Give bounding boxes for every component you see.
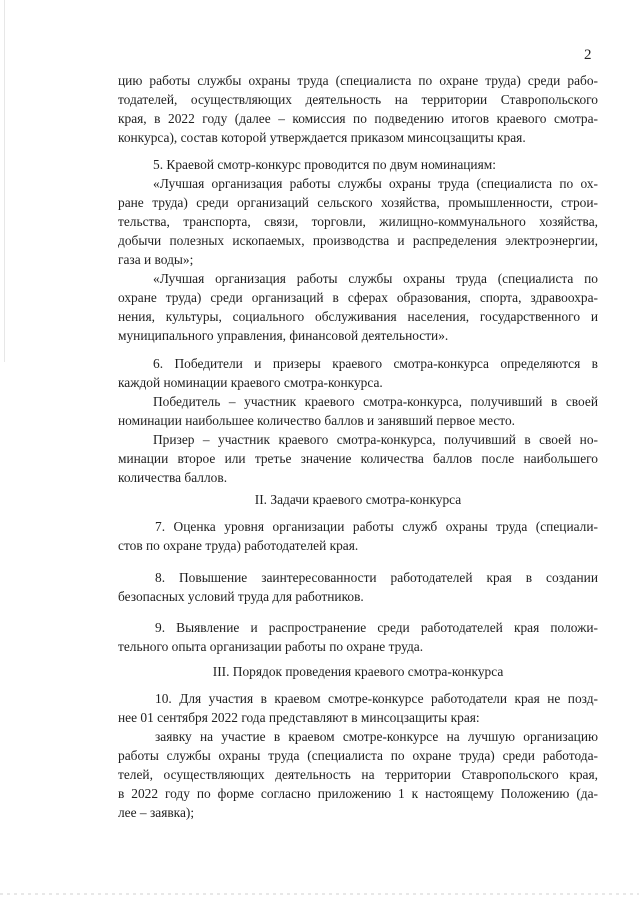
item-6-line: каждой номинации краевого смотра-конкурса. [118, 375, 383, 390]
nomination-2-line: охране труда) среди организаций в сферах образования, спорта, здравоохра- [118, 290, 598, 305]
nomination-2-line: «Лучшая организация работы службы охраны труда (специалиста по [153, 271, 598, 286]
paragraph-line: края, в 2022 году (далее – комиссия по подведению итогов краевого смотра- [118, 111, 598, 126]
nomination-1-line: газа и воды»; [118, 252, 194, 267]
paragraph-line: тодателей, осуществляющих деятельность на территории Ставропольского [118, 92, 598, 107]
nomination-2-line: нения, культуры, социального обслуживания населения, государственного и [118, 309, 598, 324]
application-line: работы службы охраны труда (специалиста по охране труда) среди работода- [118, 748, 598, 763]
scan-edge [0, 893, 639, 895]
scan-margin-line [4, 0, 5, 905]
item-7-line: 7. Оценка уровня организации работы служб охраны труда (специали- [155, 519, 598, 534]
item-8-line: 8. Повышение заинтересованности работодателей края в создании [155, 570, 598, 585]
application-line: заявку на участие в краевом смотре-конкурсе на лучшую организацию [155, 729, 598, 744]
application-line: в 2022 году по форме согласно приложению 1 к настоящему Положению (да- [118, 786, 598, 801]
paragraph-line: цию работы службы охраны труда (специалиста по охране труда) среди рабо- [118, 73, 598, 88]
item-10-line: 10. Для участия в краевом смотре-конкурсе работодатели края не позд- [155, 691, 598, 706]
nomination-1-line: тельства, транспорта, связи, торговли, жилищно-коммунального хозяйства, [118, 214, 598, 229]
winner-definition-line: Победитель – участник краевого смотра-конкурса, получивший в своей [153, 394, 598, 409]
item-10-line: нее 01 сентября 2022 года представляют в минсоцзащиты края: [118, 710, 480, 725]
item-7-line: стов по охране труда) работодателей края. [118, 538, 359, 553]
prize-definition-line: Призер – участник краевого смотра-конкурса, получивший в своей но- [153, 432, 598, 447]
nomination-1-line: добычи полезных ископаемых, производства и распределения электроэнергии, [118, 233, 598, 248]
application-line: лее – заявка); [118, 805, 195, 820]
item-8-line: безопасных условий труда для работников. [118, 589, 364, 604]
item-6-line: 6. Победители и призеры краевого смотра-конкурса определяются в [153, 356, 598, 371]
section-heading-2: II. Задачи краевого смотра-конкурса [254, 492, 462, 507]
winner-definition-line: номинации наибольшее количество баллов и занявший первое место. [118, 413, 516, 428]
item-9-line: 9. Выявление и распространение среди работодателей края положи- [155, 620, 598, 635]
section-heading-3: III. Порядок проведения краевого смотра-конкурса [212, 664, 504, 679]
prize-definition-line: количества баллов. [118, 470, 228, 485]
page-number: 2 [584, 47, 592, 63]
prize-definition-line: минации второе или третье значение количества баллов после наибольшего [118, 451, 598, 466]
nomination-2-line: муниципального управления, финансовой деятельности». [118, 328, 449, 343]
nomination-1-line: «Лучшая организация работы службы охраны труда (специалиста по ох- [153, 176, 598, 191]
nomination-1-line: ране труда) среди организаций сельского хозяйства, промышленности, строи- [118, 195, 598, 210]
application-line: телей, осуществляющих деятельность на территории Ставропольского края, [118, 767, 598, 782]
paragraph-line: конкурса), состав которой утверждается приказом минсоцзащиты края. [118, 130, 526, 145]
item-5-line: 5. Краевой смотр-конкурс проводится по двум номинациям: [153, 157, 496, 172]
item-9-line: тельного опыта организации работы по охране труда. [118, 639, 424, 654]
